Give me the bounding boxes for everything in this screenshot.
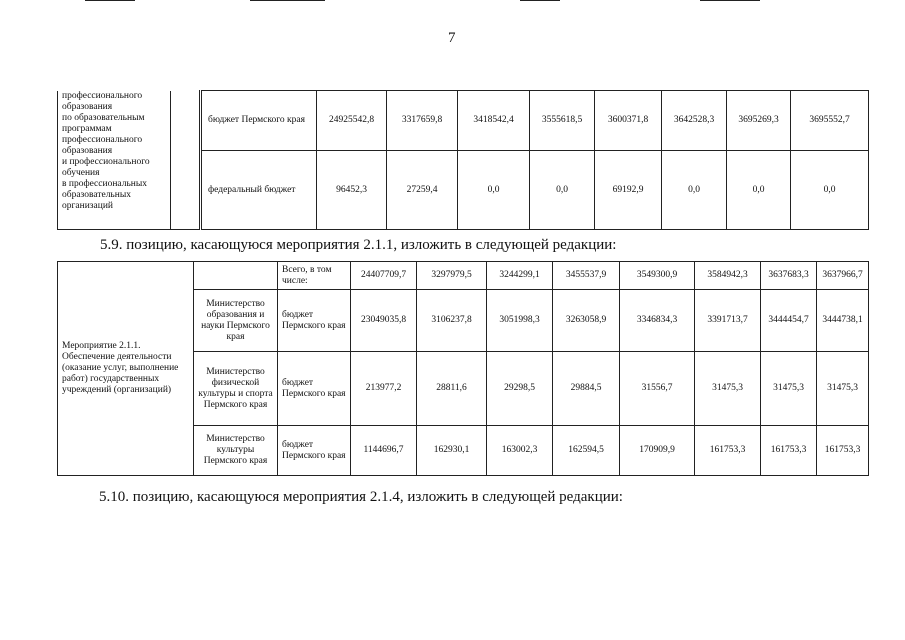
value-cell: 29884,5 (553, 352, 620, 426)
value-cell: 3106237,8 (417, 290, 487, 352)
value-cell: 3297979,5 (417, 262, 487, 290)
value-cell: 163002,3 (487, 426, 553, 476)
value-cell: 0,0 (791, 151, 869, 230)
value-cell: 3695552,7 (791, 91, 869, 151)
value-cell: 3584942,3 (695, 262, 761, 290)
value-cell: 3346834,3 (620, 290, 695, 352)
program-line: программам (62, 123, 112, 134)
value-cell: 24407709,7 (351, 262, 417, 290)
table-continuation (57, 90, 869, 230)
funding-source: бюджет Пермского края (278, 426, 351, 476)
executor: Министерство образования и науки Пермского края (194, 290, 278, 352)
executor-cell-empty (194, 262, 278, 290)
program-line: по образовательным (62, 112, 145, 123)
value-cell: 161753,3 (695, 426, 761, 476)
event-name: Мероприятие 2.1.1. Обеспечение деятельности (оказание услуг, выполнение работ) государственных учреждений (организаций) (58, 262, 194, 476)
program-line: в профессиональных (62, 178, 147, 189)
program-line: обучения (62, 167, 100, 178)
value-cell: 28811,6 (417, 352, 487, 426)
program-line: образовательных (62, 189, 131, 200)
funding-source: бюджет Пермского края (201, 91, 317, 151)
value-cell: 3455537,9 (553, 262, 620, 290)
value-cell: 3549300,9 (620, 262, 695, 290)
value-cell: 31475,3 (761, 352, 817, 426)
table-row-total (58, 262, 869, 290)
top-border-fragment (250, 0, 325, 1)
executor: Министерство физической культуры и спорта Пермского края (194, 352, 278, 426)
value-cell: 3263058,9 (553, 290, 620, 352)
value-cell: 31556,7 (620, 352, 695, 426)
executor-cell-empty (171, 91, 201, 230)
value-cell: 213977,2 (351, 352, 417, 426)
value-cell: 0,0 (530, 151, 595, 230)
value-cell: 161753,3 (761, 426, 817, 476)
funding-source: бюджет Пермского края (278, 290, 351, 352)
value-cell: 29298,5 (487, 352, 553, 426)
paragraph-5-10: 5.10. позицию, касающуюся мероприятия 2.1.4, изложить в следующей редакции: (99, 489, 623, 505)
program-line: образования (62, 101, 113, 112)
value-cell: 3642528,3 (662, 91, 727, 151)
value-cell: 3555618,5 (530, 91, 595, 151)
value-cell: 3051998,3 (487, 290, 553, 352)
top-border-fragment (700, 0, 760, 1)
value-cell: 162930,1 (417, 426, 487, 476)
value-cell: 170909,9 (620, 426, 695, 476)
value-cell: 96452,3 (317, 151, 387, 230)
value-cell: 161753,3 (817, 426, 869, 476)
value-cell: 162594,5 (553, 426, 620, 476)
paragraph-5-9: 5.9. позицию, касающуюся мероприятия 2.1.1, изложить в следующей редакции: (100, 237, 617, 253)
total-label: Всего, в том числе: (278, 262, 351, 290)
value-cell: 3391713,7 (695, 290, 761, 352)
funding-source: федеральный бюджет (201, 151, 317, 230)
top-border-fragment (520, 0, 560, 1)
program-cell (58, 91, 171, 230)
value-cell: 3637683,3 (761, 262, 817, 290)
value-cell: 3444738,1 (817, 290, 869, 352)
value-cell: 3600371,8 (595, 91, 662, 151)
value-cell: 0,0 (727, 151, 791, 230)
value-cell: 0,0 (458, 151, 530, 230)
value-cell: 69192,9 (595, 151, 662, 230)
top-border-fragment (85, 0, 135, 1)
value-cell: 0,0 (662, 151, 727, 230)
program-line: профессионального (62, 134, 143, 145)
funding-source: бюджет Пермского края (278, 352, 351, 426)
program-line: и профессионального (62, 156, 150, 167)
value-cell: 31475,3 (695, 352, 761, 426)
program-line: профессионального (62, 90, 143, 101)
value-cell: 3444454,7 (761, 290, 817, 352)
page-number: 7 (448, 30, 456, 46)
program-line: образования (62, 145, 113, 156)
value-cell: 27259,4 (387, 151, 458, 230)
value-cell: 3317659,8 (387, 91, 458, 151)
value-cell: 3418542,4 (458, 91, 530, 151)
value-cell: 24925542,8 (317, 91, 387, 151)
value-cell: 1144696,7 (351, 426, 417, 476)
value-cell: 23049035,8 (351, 290, 417, 352)
value-cell: 3695269,3 (727, 91, 791, 151)
program-line: организаций (62, 200, 114, 211)
table-row (58, 91, 869, 151)
value-cell: 31475,3 (817, 352, 869, 426)
executor: Министерство культуры Пермского края (194, 426, 278, 476)
table-event-2-1-1 (57, 261, 869, 476)
value-cell: 3244299,1 (487, 262, 553, 290)
value-cell: 3637966,7 (817, 262, 869, 290)
